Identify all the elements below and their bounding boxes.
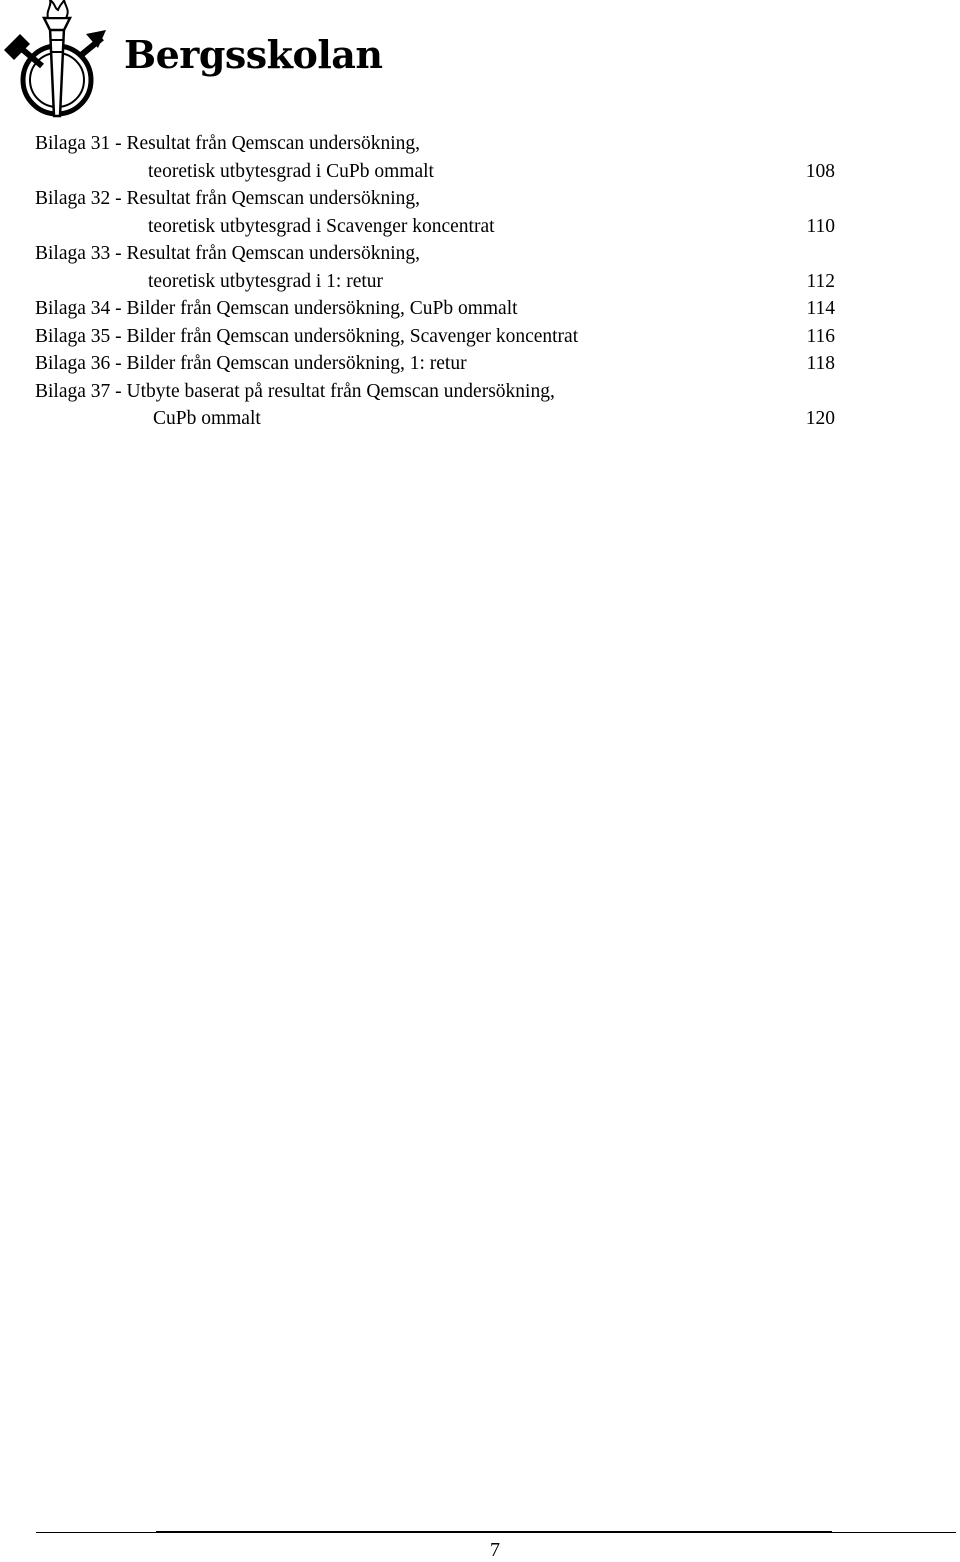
footer-divider-accent — [156, 1531, 832, 1533]
toc-entry-bilaga-31 — [35, 130, 835, 185]
toc-entry-bilaga-32 — [35, 185, 835, 240]
school-logo — [2, 0, 112, 128]
table-of-contents — [35, 130, 835, 433]
toc-entry-bilaga-33 — [35, 240, 835, 295]
toc-entry-bilaga-35 — [35, 323, 835, 351]
toc-entry-subtitle: teoretisk utbytesgrad i 1: retur — [148, 270, 384, 292]
toc-entry-bilaga-34 — [35, 295, 835, 323]
toc-page-number: 120 — [805, 408, 835, 429]
toc-entry-title: Bilaga 32 - Resultat från Qemscan undersökning, — [35, 188, 421, 209]
school-name: Bergsskolan — [124, 32, 383, 77]
toc-entry-title: Bilaga 37 - Utbyte baserat på resultat från Qemscan undersökning, — [35, 380, 555, 402]
toc-page-number: 116 — [806, 325, 835, 347]
toc-entry-title: Bilaga 35 - Bilder från Qemscan undersökning, Scavenger koncentrat — [35, 325, 579, 347]
toc-entry-subtitle: teoretisk utbytesgrad i Scavenger koncentrat — [148, 215, 495, 237]
toc-entry-subtitle: teoretisk utbytesgrad i CuPb ommalt — [148, 160, 434, 182]
page-number: 7 — [490, 1539, 500, 1561]
toc-page-number: 108 — [805, 160, 835, 182]
toc-entry-subtitle: CuPb ommalt — [153, 408, 261, 429]
toc-entry-bilaga-36 — [35, 350, 835, 378]
toc-page-number: 114 — [806, 298, 835, 319]
toc-entry-title: Bilaga 31 - Resultat från Qemscan undersökning, — [35, 133, 421, 154]
toc-page-number: 118 — [806, 353, 835, 374]
toc-entry-bilaga-37 — [35, 378, 835, 433]
toc-page-number: 110 — [806, 215, 835, 237]
toc-entry-title: Bilaga 33 - Resultat från Qemscan undersökning, — [35, 243, 421, 264]
toc-page-number: 112 — [806, 270, 835, 292]
toc-entry-title: Bilaga 34 - Bilder från Qemscan undersökning, CuPb ommalt — [35, 298, 518, 319]
toc-entry-title: Bilaga 36 - Bilder från Qemscan undersökning, 1: retur — [35, 353, 467, 374]
